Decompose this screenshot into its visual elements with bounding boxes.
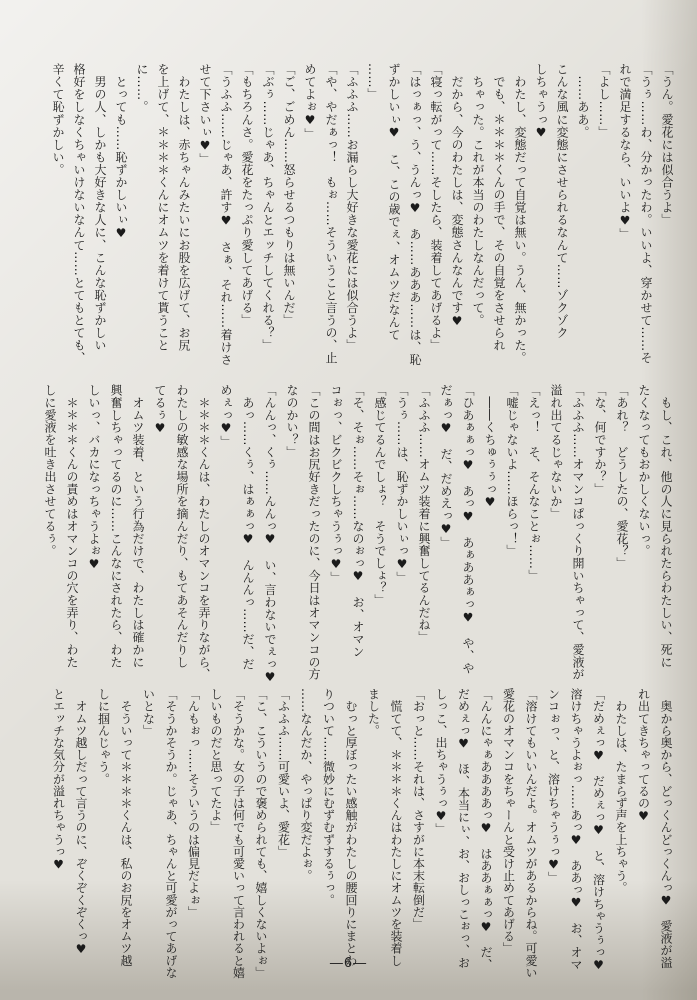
text-column: しに愛液を吐き出させてるぅ。 <box>43 384 57 557</box>
text-column: わたし、変態だって自覚は無い。うん、無かった。 <box>513 63 527 365</box>
text-column: 「あれ？ どうしたの、愛花？」 <box>615 384 629 570</box>
text-column: ンコぉっ、と、溶けちゃうぅっ♥」 <box>546 688 561 884</box>
text-column: しっこ、出ちゃうぅっ♥」 <box>434 688 448 836</box>
text-column: 「うふふ……じゃあ、許す♥ さぁ、それ……着けさ <box>219 63 233 367</box>
text-column: 男の人、しかも大好きな人に、こんな恥ずかしい <box>93 63 107 352</box>
text-column: ちゃった。これが本当のわたしなんだって。 <box>471 63 485 327</box>
text-column: 「んもぉっ……そういうのは偏見だよぉ」 <box>186 688 201 918</box>
text-column: 愛花のオマンコをちゃーんと受け止めてあげる」 <box>501 688 516 955</box>
text-column: だぁっ♥ だ、だめえっ♥」 <box>439 384 453 549</box>
text-column: れで満足するなら、いいよ♥」 <box>618 63 632 241</box>
text-band-middle <box>39 384 677 686</box>
text-column: ……ああ。 <box>576 63 590 139</box>
text-column: てるぅ♥ <box>153 384 167 436</box>
text-column: れ出てきちゃってるの♥ <box>636 688 651 824</box>
text-column: むっと厚ぼったい感触がわたしの腰回りにまとわ <box>344 688 358 967</box>
text-column: だから、今のわたしは、変態さんなんです♥ <box>450 63 464 329</box>
text-band-top <box>47 63 677 381</box>
text-column: 「な、何ですか？」 <box>593 384 607 496</box>
text-column: オムツ装着、という行為だけで、わたしは確かに <box>131 384 145 669</box>
text-column: あっ……くぅ、はぁぁっ♥ んんんっ……だ、だ <box>241 384 255 671</box>
text-column: わたしは、たまらず声を上ちゃう。 <box>614 688 628 894</box>
text-column: 「だめぇっ♥ だめぇっ♥ と、溶けちゃうぅっ♥ <box>591 688 606 973</box>
text-column: わたしの敏感な場所を摘んだり、もてあそんだりし <box>175 384 189 669</box>
text-column: いとな」 <box>141 688 156 737</box>
text-column: りついて……微妙にむずむずするぅっ。 <box>321 688 336 906</box>
text-column: 「ふふふ……オムツ装着に興奮してるんだね」 <box>417 384 431 644</box>
text-column: ……なんだか、やっぱり変だよぉ。 <box>299 688 313 882</box>
text-column: 「そうかな。女の子は何でも可愛いって言われると嬉 <box>231 688 246 979</box>
text-column: 「えっ！ そ、そんなことぉ……」 <box>527 384 541 582</box>
text-column: 「寝っ転がって……そしたら、装着してあげるよ」 <box>429 63 443 352</box>
text-column: コぉっ、ビクビクしちゃうぅっ♥」 <box>329 384 343 584</box>
text-column: とっても……恥ずかしいぃ♥ <box>114 63 128 241</box>
text-column: 「そうかそうか。じゃあ、ちゃんと可愛がってあげな <box>164 688 178 979</box>
text-column: オムツ越しだって言うのに、ぞくぞくぞくっ♥ <box>74 688 88 957</box>
text-column: 溶けちゃうよぉっ……あっ♥ ああっ♥ お、オマ <box>569 688 583 971</box>
text-column: 「よし……」 <box>597 63 611 139</box>
text-column: 「うぅ……わ、分かったわ。いいよ、穿かせて……そ <box>639 63 653 365</box>
text-column: めてよぉ♥」 <box>303 63 317 141</box>
text-column: なのかい？」 <box>285 384 299 459</box>
text-column: 「そ、そぉ……そぉ……なのぉっ♥ お、オマン <box>351 384 365 658</box>
text-column: 「この間はお尻好きだったのに、今日はオマンコの方 <box>307 384 321 681</box>
text-column: ＊＊＊＊くんの責めはオマンコの穴を弄り、わた <box>65 384 79 669</box>
text-column: しちゃうっ♥ <box>534 63 548 141</box>
text-column: 「溶けてもいいんだよ。オムツがあるからね。可愛い <box>524 688 538 979</box>
text-column: しに掴んじゃう。 <box>96 688 111 785</box>
text-column: 「ふふふ……可愛いよ、愛花」 <box>276 688 291 858</box>
text-column: 「ふふふ……お漏らし大好きな愛花には似合うよ」 <box>345 63 359 352</box>
text-column: 「んんっ、くぅ……んんっ♥ い、言わないでぇっ♥ <box>263 384 277 685</box>
text-column: こんな風に変態にさせられるなんて……ゾクゾク <box>555 63 569 340</box>
text-column: たくなってもおかしくないっ。 <box>637 384 651 557</box>
text-column: 「ふふふ……オマンコぱっくり開いちゃって、愛液が <box>571 384 585 681</box>
text-column: でも、＊＊＊＊くんの手で、その自覚をさせられ <box>492 63 506 352</box>
text-column: 「うぅ……は、恥ずかしいぃっ♥」 <box>395 384 409 584</box>
text-column: しいものだと思ってたよ」 <box>209 688 223 834</box>
text-column: に……。 <box>135 63 149 114</box>
text-column: 「はっぁっ、う、うんっ♥ あ……あああ……は、恥 <box>408 63 422 367</box>
text-column: 「ご、ごめん……怒らせるつもりは無いんだ」 <box>282 63 296 327</box>
text-column: ずかしいぃ♥ こ、この歳でぇ、オムツだなんて <box>387 63 401 342</box>
text-column: ――くちゅぅぅっ♥ <box>483 384 497 510</box>
page-number: ―6― <box>329 956 368 971</box>
text-column: 格好をしなくちゃいけないなんて……とてもとても、 <box>72 63 86 365</box>
text-column: 興奮しちゃってるのに……こんなにされたら、わた <box>109 384 123 669</box>
text-column: 「ぶぅ……じゃあ、ちゃんとエッチしてくれる？」 <box>261 63 275 352</box>
text-column: だめぇっ♥ ほ、本当にぃ、お、おしっこぉっ、お <box>456 688 471 969</box>
text-column: せて下さいぃ♥」 <box>198 63 212 166</box>
text-column: 慌てて、＊＊＊＊くんはわたしにオムツを装着し <box>389 688 403 967</box>
text-column: 「おっと……それは、さすがに本末転倒だ」 <box>411 688 426 930</box>
text-column: ……」 <box>366 63 380 101</box>
text-column: 「うん。愛花には似合うよ」 <box>660 63 674 227</box>
text-column: を上げて、＊＊＊＊くんにオムツを着けて貰うこと <box>156 63 170 352</box>
text-column: 奥から奥から、どっくんどっくんっ♥ 愛液が溢 <box>659 688 673 969</box>
text-column: とエッチな気分が溢れちゃうっ♥ <box>51 688 66 872</box>
text-column: 「んんにゃぁああああっ♥ はああぁぁっ♥ だ、 <box>479 688 493 971</box>
text-column: 「や、やだぁっ！ もぉ……そういうこと言うの、止 <box>324 63 338 365</box>
text-column: 「嘘じゃないよ……ほらっ！」 <box>505 384 519 557</box>
text-column: 「感じてるんでしょ？ そうでしょ？」 <box>373 384 387 607</box>
text-column: 溢れ出てるじゃないか」 <box>549 384 563 520</box>
text-column: そういって＊＊＊＊くんは、私のお尻をオムツ越 <box>119 688 133 967</box>
text-band-bottom <box>47 688 677 979</box>
text-column: 辛くて恥ずかしい。 <box>51 63 65 176</box>
text-column: ＊＊＊＊くんは、わたしのオマンコを弄りながら、 <box>197 384 211 681</box>
text-column: わたしは、赤ちゃんみたいにお股を広げて、お尻 <box>177 63 191 352</box>
text-column: しいっ、バカになっちゃうよぉ♥ <box>87 384 101 572</box>
text-column: めぇっ♥」 <box>219 384 233 448</box>
text-column: ました。 <box>366 688 381 737</box>
text-column: 「ひあぁぁっ♥ あっ♥ あぁああぁっ♥ や、や <box>461 384 475 675</box>
text-column: もし、これ、他の人に見られたらわたしい、死に <box>659 384 673 669</box>
text-column: 「もちろんさ。愛花をたっぷり愛してあげる」 <box>240 63 254 327</box>
text-column: 「こ、こういうので褒められても、嬉しくないよぉ」 <box>254 688 268 979</box>
